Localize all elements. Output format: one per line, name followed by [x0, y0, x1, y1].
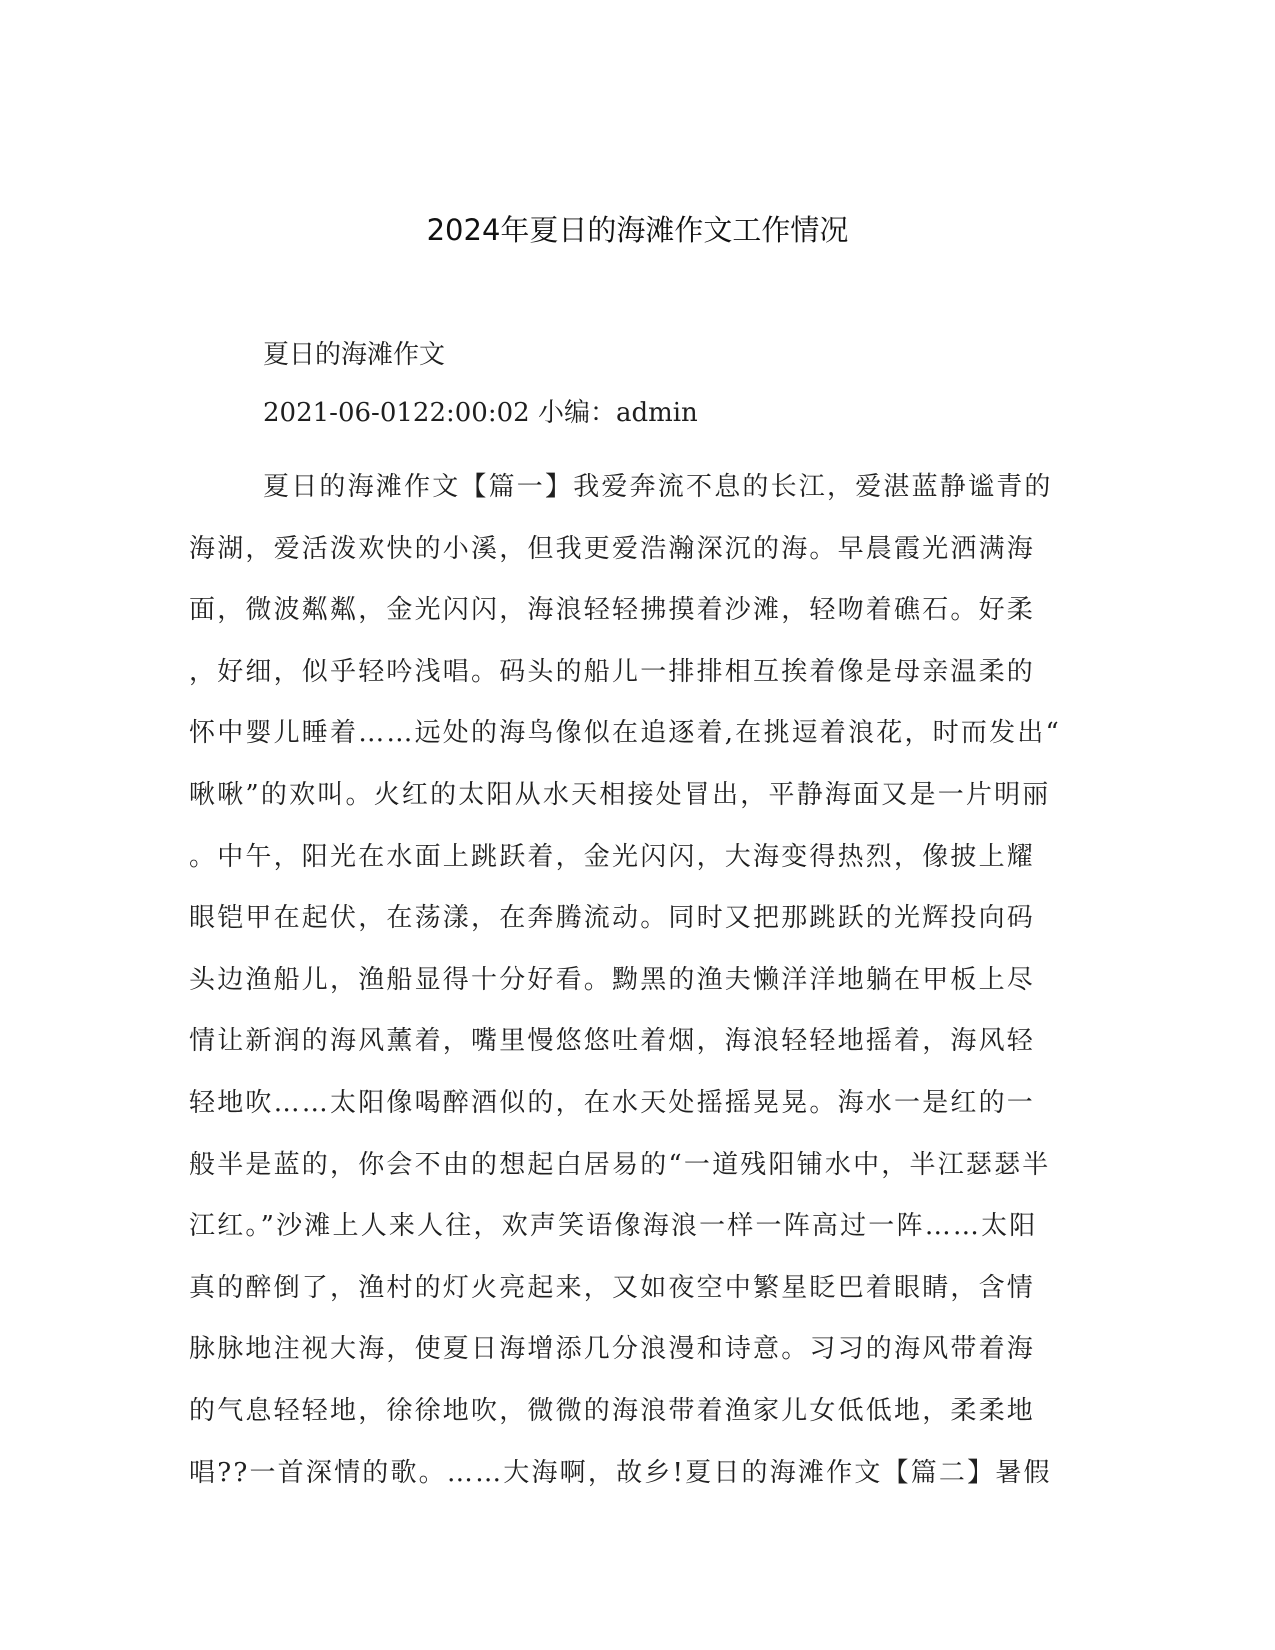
paragraph-line: 唱??一首深情的歌。……大海啊，故乡!夏日的海滩作文【篇二】暑假: [189, 1457, 1052, 1488]
paragraph-line: 怀中婴儿睡着……远处的海鸟像似在追逐着,在挑逗着浪花，时而发出“: [189, 718, 1061, 749]
paragraph-line: 眼铠甲在起伏，在荡漾，在奔腾流动。同时又把那跳跃的光辉投向码: [189, 903, 1036, 934]
paragraph-line: ，好细，似乎轻吟浅唱。码头的船儿一排排相互挨着像是母亲温柔的: [189, 656, 1036, 687]
paragraph-line: 面，微波粼粼，金光闪闪，海浪轻轻拂摸着沙滩，轻吻着礁石。好柔: [189, 595, 1036, 626]
article-paragraph: [189, 457, 1069, 1504]
paragraph-line: 的气息轻轻地，徐徐地吹，微微的海浪带着渔家儿女低低地，柔柔地: [189, 1395, 1036, 1426]
article-meta: 2021-06-0122:00:02 小编：admin: [263, 398, 698, 428]
paragraph-line: 轻地吹……太阳像喝醉酒似的，在水天处摇摇晃晃。海水一是红的一: [189, 1087, 1036, 1118]
paragraph-line: 。中午，阳光在水面上跳跃着，金光闪闪，大海变得热烈，像披上耀: [189, 841, 1036, 872]
paragraph-line: 江红。”沙滩上人来人往，欢声笑语像海浪一样一阵高过一阵……太阳: [189, 1211, 1038, 1242]
paragraph-line: 脉脉地注视大海，使夏日海增添几分浪漫和诗意。习习的海风带着海: [189, 1334, 1036, 1365]
paragraph-line: 海湖，爱活泼欢快的小溪，但我更爱浩瀚深沉的海。早晨霞光洒满海: [189, 533, 1036, 564]
paragraph-line: 真的醉倒了，渔村的灯火亮起来，又如夜空中繁星眨巴着眼睛，含情: [189, 1272, 1036, 1303]
paragraph-line: 夏日的海滩作文【篇一】我爱奔流不息的长江，爱湛蓝静谧青的: [263, 472, 1053, 502]
paragraph-line: 啾啾”的欢叫。火红的太阳从水天相接处冒出，平静海面又是一片明丽: [189, 779, 1051, 810]
paragraph-line: 头边渔船儿，渔船显得十分好看。黝黑的渔夫懒洋洋地躺在甲板上尽: [189, 964, 1036, 995]
paragraph-line: 情让新润的海风薰着，嘴里慢悠悠吐着烟，海浪轻轻地摇着，海风轻: [189, 1026, 1036, 1057]
paragraph-line: 般半是蓝的，你会不由的想起白居易的“一道残阳铺水中，半江瑟瑟半: [189, 1149, 1051, 1180]
document-title: 2024年夏日的海滩作文工作情况: [426, 213, 849, 247]
article-subheading: 夏日的海滩作文: [263, 340, 446, 370]
